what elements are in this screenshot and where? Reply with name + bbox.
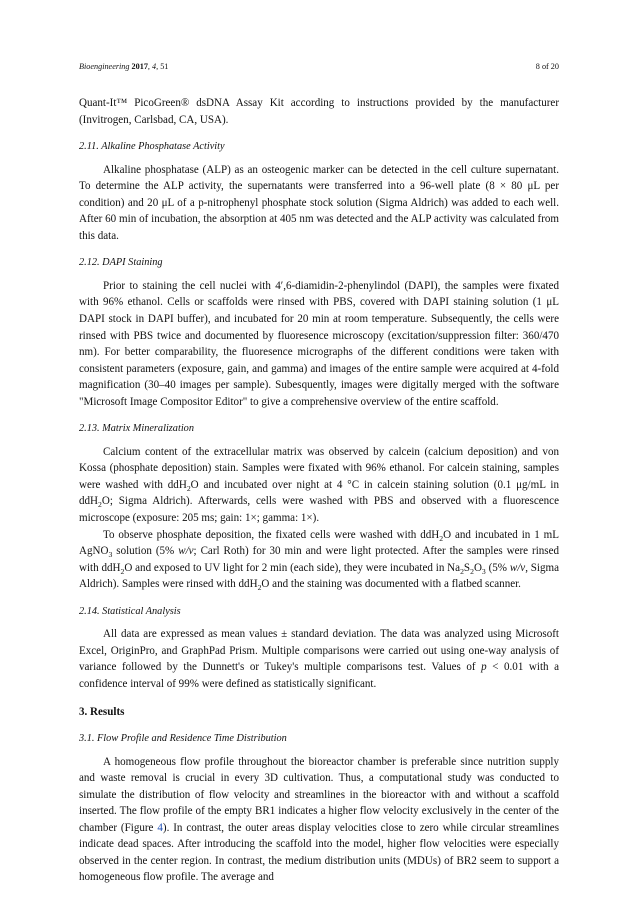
paragraph-calcein: Calcium content of the extracellular matrix was observed by calcein (calcium deposition) and von Kossa (phosphate deposition) stain. Samples were fixated with 96% ethanol. For calcein staining, samples were washed with ddH$_2$O and incubated over night at 4 °C in calcein staining solution (0.1 μg/mL in ddH$_2$O; Sigma Aldrich). Afterwards, cells were washed with PBS and observed with a fluorescence microscope (exposure: 205 ms; gain: 1×; gamma: 1×).: [79, 445, 559, 525]
journal-year: 2017: [131, 62, 148, 71]
paragraph-continued: Quant-It™ PicoGreen® dsDNA Assay Kit according to instructions provided by the manufacturer (Invitrogen, Carlsbad, CA, USA).: [79, 97, 559, 126]
paragraph-statistics: All data are expressed as mean values ± standard deviation. The data was analyzed using Microsoft Excel, OriginPro, and GraphPad Prism. Multiple comparisons were carried out using one-way analysis of variance followed by the Dunnett's or Tukey's multiple comparisons test. Values of p < 0.01 with a confidence interval of 99% were defined as statistically significant.: [79, 628, 560, 690]
section-heading-2-12: 2.12. DAPI Staining: [79, 257, 163, 269]
paragraph-alp: Alkaline phosphatase (ALP) as an osteogenic marker can be detected in the cell culture supernatant. To determine the ALP activity, the supernatants were transferred into a 96-well plate (8 × 80 μL per condition) and 20 μL of a p-nitrophenyl phosphate stock solution (Sigma Aldrich) was added to each well. After 60 min of incubation, the absorption at 405 nm was detected and the ALP activity was calculated from this data.: [79, 163, 559, 242]
section-heading-results: 3. Results: [79, 705, 125, 718]
section-heading-3-1: 3.1. Flow Profile and Residence Time Distribution: [79, 733, 287, 745]
article-number: 51: [160, 62, 169, 71]
journal-volume: 4: [152, 62, 157, 71]
body-text: [79, 95, 559, 886]
section-heading-2-14: 2.14. Statistical Analysis: [79, 605, 181, 617]
paragraph-dapi: Prior to staining the cell nuclei with 4′,6-diamidin-2-phenylindol (DAPI), the samples were fixated with 96% ethanol. Cells or scaffolds were rinsed with PBS, covered with DAPI staining solution (1 μL DAPI stock in DAPI buffer), and incubated for 20 min at room temperature. Subsequently, the cells were rinsed with PBS twice and documented by fluoresence microscopy (excitation/suppression filter: 360/470 nm). For better comparability, the fluoresence micrographs of the different conditions were taken with consistent parameters (exposure, gain, and gamma) and images of the entire sample were acquired at 4-fold magnification (30–40 images per sample). Subesquently, images were digitally merged with the software "Microsoft Image Compositor Editor" to give a comprehensive overview of the entire scaffold.: [79, 279, 559, 408]
running-header-citation: Bioengineering 2017, 4, 51: [79, 62, 169, 71]
section-heading-2-11: 2.11. Alkaline Phosphatase Activity: [79, 141, 225, 153]
paragraph-von-kossa: To observe phosphate deposition, the fixated cells were washed with ddH$_2$O and incubated in 1 mL AgNO$_3$ solution (5% w/v; Carl Roth) for 30 min and were light protected. After the samples were rinsed with ddH$_2$O and exposed to UV light for 2 min (each side), they were incubated in $Na_2S_2O_3$ (5% w/v, Sigma Aldrich). Samples were rinsed with ddH$_2$O and the staining was documented with a flatbed scanner.: [79, 528, 560, 593]
journal-name: Bioengineering: [79, 62, 130, 71]
section-heading-2-13: 2.13. Matrix Mineralization: [79, 423, 194, 435]
page-number: 8 of 20: [535, 62, 559, 71]
figure-4-link[interactable]: 4: [157, 821, 163, 834]
running-header: [79, 62, 559, 71]
paragraph-flow-profile: A homogeneous flow profile throughout the bioreactor chamber is preferable since nutrition supply and waste removal is crucial in every 3D cultivation. Thus, a computational study was conducted to simulate the distribution of flow velocity and streamlines in the bioreactor with and without a scaffold inserted. The flow profile of the empty BR1 indicates a higher flow velocity exclusively in the center of the chamber (Figure 4). In contrast, the outer areas display velocities close to zero while circular streamlines indicate dead spaces. After introducing the scaffold into the model, higher flow velocities were especially observed in the center region. In contrast, the medium distribution units (MDUs) of BR2 seem to support a homogeneous flow profile. The average and: [79, 755, 559, 884]
